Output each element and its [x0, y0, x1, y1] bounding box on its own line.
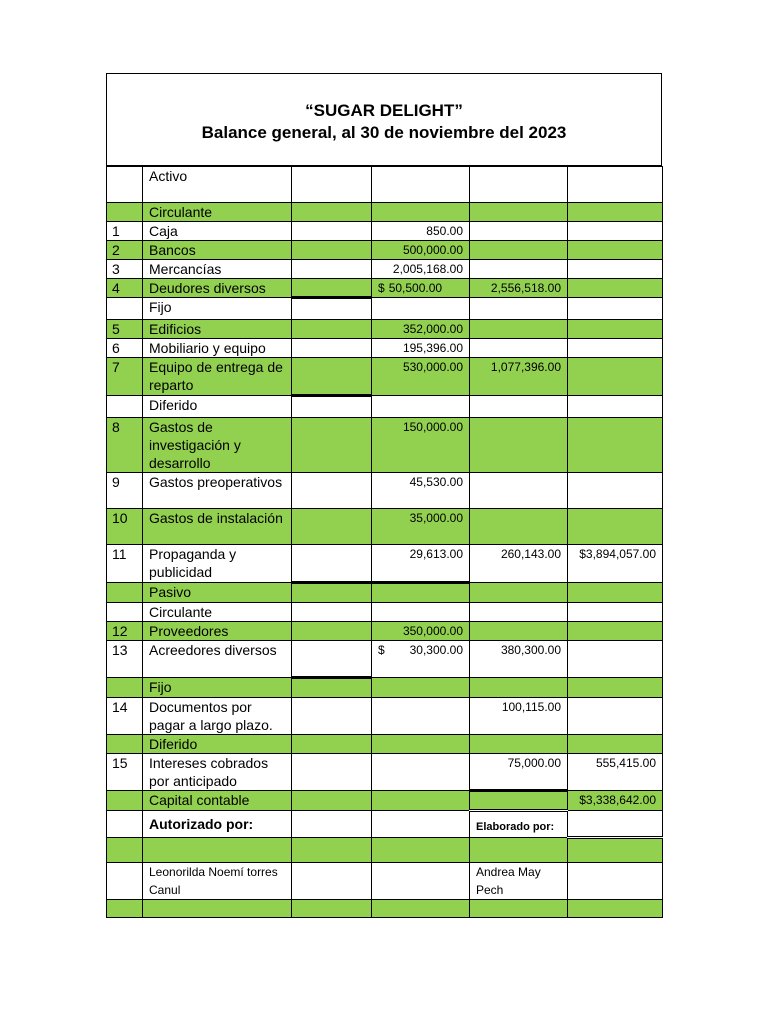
- cell-text: Acreedores diversos: [149, 642, 277, 658]
- col-total: [568, 838, 663, 863]
- row-number: [107, 603, 143, 622]
- cell-text: 380,300.00: [500, 643, 561, 657]
- account-label: [143, 358, 292, 396]
- col-aux: [292, 698, 372, 735]
- col-subtotal: [470, 735, 568, 754]
- cell-text: 10: [112, 510, 128, 526]
- col-aux: [292, 641, 372, 678]
- col-total: [568, 320, 663, 339]
- col-total: [568, 167, 663, 203]
- account-label: [143, 900, 292, 918]
- col-subtotal: [470, 678, 568, 698]
- col-total: [568, 698, 663, 735]
- row-number: [107, 838, 143, 863]
- col-total: [568, 735, 663, 754]
- col-aux: [292, 418, 372, 473]
- col-subtotal: [470, 358, 568, 396]
- cell-text: Elaborado por:: [476, 821, 555, 833]
- row-number: [107, 509, 143, 545]
- account-label: [143, 622, 292, 641]
- cell-text: Diferido: [149, 736, 198, 752]
- col-total: [568, 241, 663, 260]
- cell-text: Capital contable: [149, 792, 250, 808]
- cell-text: Gastos de instalación: [149, 510, 283, 526]
- row-number: [107, 320, 143, 339]
- row-number: [107, 583, 143, 603]
- cell-text: 7: [112, 359, 120, 375]
- account-label: [143, 754, 292, 791]
- col-partial: [372, 900, 470, 918]
- col-subtotal: [470, 339, 568, 358]
- col-partial: [372, 603, 470, 622]
- account-label: [143, 678, 292, 698]
- currency-sign: $: [378, 281, 385, 295]
- cell-text: 352,000.00: [402, 322, 463, 336]
- col-partial: [372, 678, 470, 698]
- col-aux: [292, 241, 372, 260]
- col-partial: [372, 698, 470, 735]
- account-label: [143, 279, 292, 298]
- row-number: [107, 698, 143, 735]
- col-aux: [292, 320, 372, 339]
- cell-text: 2,005,168.00: [392, 262, 463, 276]
- account-label: [143, 339, 292, 358]
- cell-text: Caja: [149, 223, 178, 239]
- col-subtotal: [470, 641, 568, 678]
- col-total: [568, 678, 663, 698]
- cell-text: Intereses cobrados por anticipado: [149, 755, 269, 789]
- col-total: [568, 358, 663, 396]
- table-row: [107, 241, 663, 260]
- col-partial: [372, 735, 470, 754]
- col-subtotal: [470, 203, 568, 222]
- table-row: [107, 811, 663, 838]
- account-label: [143, 603, 292, 622]
- balance-table: [106, 166, 663, 918]
- cell-text: 29,613.00: [409, 547, 463, 561]
- col-partial: [372, 583, 470, 603]
- table-row: [107, 900, 663, 918]
- col-aux: [292, 900, 372, 918]
- col-partial: [372, 509, 470, 545]
- cell-text: 6: [112, 340, 120, 356]
- cell-text: Deudores diversos: [149, 280, 266, 296]
- row-number: [107, 678, 143, 698]
- row-number: [107, 260, 143, 279]
- cell-text: Propaganda y publicidad: [149, 546, 237, 580]
- col-total: [568, 473, 663, 509]
- col-partial: [372, 811, 470, 838]
- cell-text: 150,000.00: [402, 420, 463, 434]
- cell-text: 75,000.00: [507, 756, 561, 770]
- col-subtotal: [470, 754, 568, 791]
- col-aux: [292, 863, 372, 900]
- col-partial: [372, 279, 470, 298]
- col-partial: [372, 473, 470, 509]
- col-subtotal: [470, 509, 568, 545]
- col-partial: [372, 339, 470, 358]
- col-partial: [372, 838, 470, 863]
- row-number: [107, 298, 143, 320]
- account-label: [143, 320, 292, 339]
- col-subtotal: [470, 791, 568, 811]
- table-row: [107, 279, 663, 298]
- cell-text: 260,143.00: [500, 547, 561, 561]
- col-subtotal: [470, 473, 568, 509]
- cell-text: 8: [112, 419, 120, 435]
- col-partial: [372, 260, 470, 279]
- row-number: [107, 473, 143, 509]
- table-row: [107, 838, 663, 863]
- account-label: [143, 167, 292, 203]
- col-total: [568, 203, 663, 222]
- cell-text: 850.00: [426, 224, 463, 238]
- table-row: [107, 473, 663, 509]
- table-row: [107, 791, 663, 811]
- row-number: [107, 735, 143, 754]
- table-row: [107, 320, 663, 339]
- report-subtitle: Balance general, al 30 de noviembre del 2023: [201, 122, 567, 142]
- cell-text: 530,000.00: [402, 360, 463, 374]
- col-aux: [292, 735, 372, 754]
- account-label: [143, 241, 292, 260]
- col-total: [568, 754, 663, 791]
- cell-text: 35,000.00: [409, 511, 463, 525]
- col-subtotal: [470, 298, 568, 320]
- cell-text: 45,530.00: [409, 475, 463, 489]
- cell-text: Activo: [149, 168, 188, 184]
- cell-text: Edificios: [149, 321, 202, 337]
- cell-text: 3: [112, 261, 120, 277]
- col-subtotal: [470, 900, 568, 918]
- col-subtotal: [470, 622, 568, 641]
- cell-text: 12: [112, 623, 128, 639]
- row-number: [107, 811, 143, 838]
- cell-text: $3,894,057.00: [579, 547, 656, 561]
- table-row: [107, 754, 663, 791]
- col-aux: [292, 473, 372, 509]
- balance-sheet: [106, 73, 662, 918]
- row-number: [107, 279, 143, 298]
- col-total: [568, 583, 663, 603]
- table-row: [107, 863, 663, 900]
- row-number: [107, 641, 143, 678]
- cell-text: Andrea May Pech: [476, 865, 541, 897]
- account-label: [143, 545, 292, 583]
- col-subtotal: [470, 241, 568, 260]
- table-row: [107, 167, 663, 203]
- cell-text: 15: [112, 755, 128, 771]
- col-aux: [292, 791, 372, 811]
- cell-text: Fijo: [149, 679, 172, 695]
- cell-text: Bancos: [149, 242, 196, 258]
- col-aux: [292, 509, 372, 545]
- cell-text: Autorizado por:: [149, 816, 254, 832]
- col-total: [568, 900, 663, 918]
- col-partial: [372, 863, 470, 900]
- col-partial: [372, 396, 470, 418]
- col-aux: [292, 167, 372, 203]
- row-number: [107, 418, 143, 473]
- col-aux: [292, 203, 372, 222]
- table-row: [107, 678, 663, 698]
- cell-text: 4: [112, 280, 120, 296]
- cell-text: 9: [112, 474, 120, 490]
- col-subtotal: [470, 320, 568, 339]
- col-partial: [372, 222, 470, 241]
- col-partial: [372, 545, 470, 583]
- col-aux: [292, 754, 372, 791]
- account-label: [143, 473, 292, 509]
- table-row: [107, 339, 663, 358]
- table-row: [107, 622, 663, 641]
- col-partial: [372, 241, 470, 260]
- table-row: [107, 603, 663, 622]
- account-label: [143, 641, 292, 678]
- row-number: [107, 358, 143, 396]
- col-aux: [292, 358, 372, 396]
- account-label: [143, 698, 292, 735]
- col-subtotal: [470, 698, 568, 735]
- cell-text: Fijo: [149, 299, 172, 315]
- col-subtotal: [470, 260, 568, 279]
- account-label: [143, 811, 292, 838]
- row-number: [107, 339, 143, 358]
- col-aux: [292, 811, 372, 838]
- col-subtotal: [470, 545, 568, 583]
- col-aux: [292, 279, 372, 298]
- col-partial: [372, 298, 470, 320]
- table-row: [107, 583, 663, 603]
- col-partial: [372, 754, 470, 791]
- col-aux: [292, 339, 372, 358]
- cell-text: 30,300.00: [409, 643, 463, 657]
- cell-text: 350,000.00: [402, 624, 463, 638]
- account-label: [143, 418, 292, 473]
- col-total: [568, 222, 663, 241]
- account-label: [143, 298, 292, 320]
- cell-text: Gastos de investigación y desarrollo: [149, 419, 241, 471]
- cell-text: 11: [112, 546, 127, 562]
- account-label: [143, 838, 292, 863]
- col-subtotal: [470, 811, 568, 838]
- row-number: [107, 622, 143, 641]
- col-subtotal: [470, 583, 568, 603]
- col-total: [568, 260, 663, 279]
- title-box: [106, 73, 662, 166]
- cell-text: $3,338,642.00: [579, 793, 656, 807]
- table-row: [107, 545, 663, 583]
- table-row: [107, 698, 663, 735]
- cell-text: 555,415.00: [595, 756, 656, 770]
- row-number: [107, 900, 143, 918]
- col-subtotal: [470, 222, 568, 241]
- col-aux: [292, 545, 372, 583]
- cell-text: Circulante: [149, 204, 213, 220]
- cell-text: Leonorilda Noemí torres Canul: [149, 865, 278, 897]
- cell-text: 13: [112, 642, 128, 658]
- cell-text: 195,396.00: [402, 341, 463, 355]
- col-total: [568, 863, 663, 900]
- table-row: [107, 735, 663, 754]
- table-row: [107, 260, 663, 279]
- row-number: [107, 241, 143, 260]
- col-subtotal: [470, 396, 568, 418]
- company-title: “SUGAR DELIGHT”: [305, 100, 463, 120]
- account-label: [143, 509, 292, 545]
- col-partial: [372, 418, 470, 473]
- col-aux: [292, 583, 372, 603]
- col-total: [568, 791, 663, 811]
- row-number: [107, 545, 143, 583]
- col-aux: [292, 260, 372, 279]
- col-partial: [372, 320, 470, 339]
- cell-text: Mobiliario y equipo: [149, 340, 266, 356]
- col-aux: [292, 838, 372, 863]
- table-row: [107, 509, 663, 545]
- col-total: [568, 298, 663, 320]
- cell-text: 2,556,518.00: [490, 281, 561, 295]
- col-aux: [292, 222, 372, 241]
- col-aux: [292, 396, 372, 418]
- col-subtotal: [470, 838, 568, 863]
- col-total: [568, 545, 663, 583]
- col-total: [568, 339, 663, 358]
- table-row: [107, 358, 663, 396]
- col-subtotal: [470, 167, 568, 203]
- row-number: [107, 222, 143, 241]
- col-partial: [372, 167, 470, 203]
- row-number: [107, 396, 143, 418]
- cell-text: 100,115.00: [501, 700, 561, 714]
- row-number: [107, 863, 143, 900]
- account-label: [143, 583, 292, 603]
- cell-text: Circulante: [149, 604, 213, 620]
- table-row: [107, 396, 663, 418]
- col-aux: [292, 298, 372, 320]
- cell-text: 500,000.00: [402, 243, 463, 257]
- col-aux: [292, 622, 372, 641]
- col-partial: [372, 791, 470, 811]
- cell-text: Mercancías: [149, 261, 222, 277]
- col-subtotal: [470, 863, 568, 900]
- col-partial: [372, 622, 470, 641]
- cell-text: Proveedores: [149, 623, 229, 639]
- col-total: [568, 279, 663, 298]
- row-number: [107, 203, 143, 222]
- col-subtotal: [470, 279, 568, 298]
- col-total: [568, 396, 663, 418]
- col-total: [568, 622, 663, 641]
- col-total: [568, 641, 663, 678]
- cell-text: Equipo de entrega de reparto: [149, 359, 283, 393]
- table-row: [107, 203, 663, 222]
- row-number: [107, 754, 143, 791]
- cell-text: 14: [112, 699, 128, 715]
- col-total: [568, 418, 663, 473]
- account-label: [143, 260, 292, 279]
- col-partial: [372, 641, 470, 678]
- currency-sign: $: [378, 643, 385, 657]
- cell-text: 50,500.00: [388, 281, 443, 295]
- table-row: [107, 222, 663, 241]
- col-aux: [292, 678, 372, 698]
- col-total: [568, 811, 663, 838]
- cell-text: 5: [112, 321, 120, 337]
- cell-text: Diferido: [149, 397, 198, 413]
- col-subtotal: [470, 603, 568, 622]
- account-label: [143, 203, 292, 222]
- account-label: [143, 791, 292, 811]
- account-label: [143, 735, 292, 754]
- table-row: [107, 298, 663, 320]
- col-subtotal: [470, 418, 568, 473]
- col-partial: [372, 203, 470, 222]
- account-label: [143, 863, 292, 900]
- row-number: [107, 791, 143, 811]
- cell-text: 1,077,396.00: [490, 360, 561, 374]
- col-total: [568, 603, 663, 622]
- cell-text: Pasivo: [149, 584, 192, 600]
- col-total: [568, 509, 663, 545]
- account-label: [143, 396, 292, 418]
- row-number: [107, 167, 143, 203]
- col-partial: [372, 358, 470, 396]
- cell-text: 2: [112, 242, 120, 258]
- cell-text: Gastos preoperativos: [149, 474, 283, 490]
- table-row: [107, 641, 663, 678]
- cell-text: 1: [112, 223, 120, 239]
- col-aux: [292, 603, 372, 622]
- account-label: [143, 222, 292, 241]
- cell-text: Documentos por pagar a largo plazo.: [149, 699, 273, 733]
- table-row: [107, 418, 663, 473]
